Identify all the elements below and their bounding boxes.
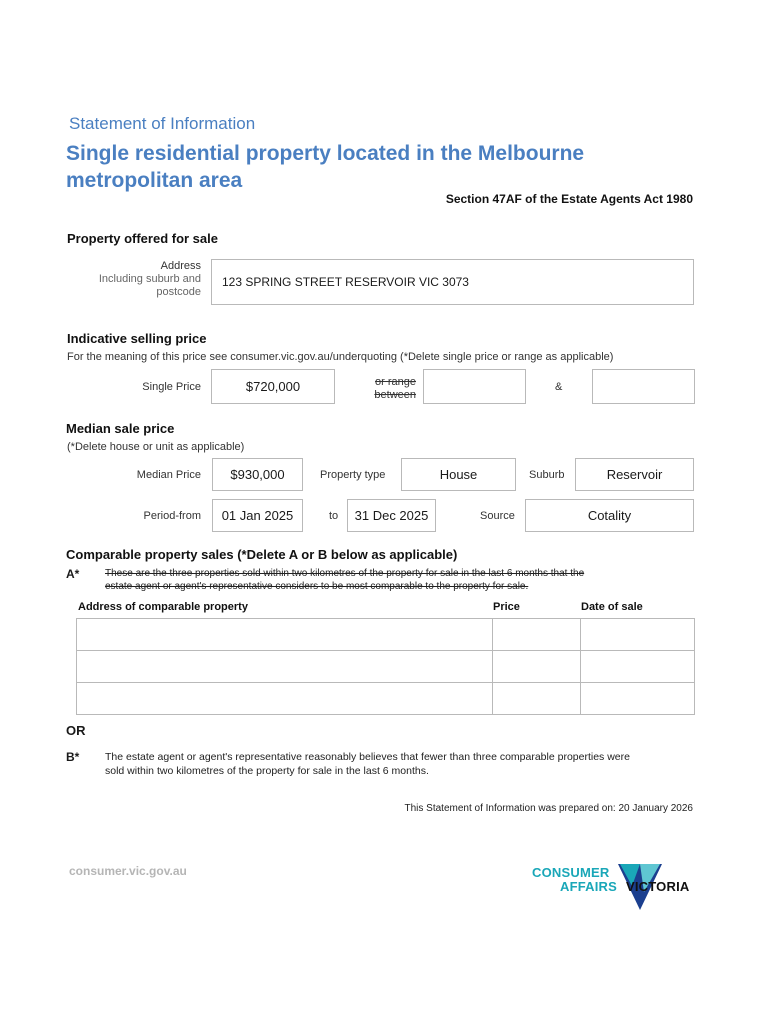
column-price: Price — [493, 601, 520, 613]
comparable-table — [76, 618, 694, 714]
range-label-line-2: between — [374, 389, 416, 401]
address-value: 123 SPRING STREET RESERVOIR VIC 3073 — [222, 275, 469, 289]
period-to-value: 31 Dec 2025 — [354, 508, 429, 523]
range-high-value — [592, 369, 695, 404]
comparable-price-cell[interactable] — [493, 651, 581, 683]
consumer-affairs-victoria-logo — [530, 862, 698, 910]
table-row — [77, 683, 695, 715]
indicative-heading: Indicative selling price — [67, 331, 207, 346]
comparable-price-cell[interactable] — [493, 683, 581, 715]
column-date: Date of sale — [581, 601, 643, 613]
indicative-note: For the meaning of this price see consumer.vic.gov.au/underquoting (*Delete single price or range as applicable) — [67, 351, 614, 363]
single-price-value: $720,000 — [245, 379, 301, 394]
range-low-value — [423, 369, 526, 404]
comparable-address-cell[interactable] — [77, 651, 493, 683]
document-title — [66, 140, 584, 194]
address-label — [70, 260, 201, 299]
suburb-label: Suburb — [529, 469, 565, 481]
address-label-line-2: Including suburb and — [98, 273, 201, 285]
column-address: Address of comparable property — [78, 601, 248, 613]
comparable-date-cell[interactable] — [581, 619, 695, 651]
address-label-line-1: Address — [160, 260, 201, 272]
table-row — [77, 651, 695, 683]
property-type-label: Property type — [320, 469, 386, 481]
prepared-date: This Statement of Information was prepared on: 20 January 2026 — [404, 803, 693, 814]
or-separator: OR — [66, 723, 86, 738]
comparable-price-cell[interactable] — [493, 619, 581, 651]
comparable-heading: Comparable property sales (*Delete A or B below as applicable) — [66, 547, 458, 562]
address-label-line-3: postcode — [156, 286, 201, 298]
median-note: (*Delete house or unit as applicable) — [67, 441, 245, 453]
option-a-marker: A* — [66, 567, 80, 581]
suburb-value: Reservoir — [606, 467, 663, 482]
logo-affairs-text: AFFAIRS — [560, 879, 618, 894]
range-label — [350, 376, 416, 402]
option-a-text-line-1: These are the three properties sold within two kilometres of the property for sale in the last 6 months that the — [105, 568, 585, 579]
range-label-line-1: or range — [375, 376, 416, 388]
comparable-address-cell[interactable] — [77, 683, 493, 715]
source-value: Cotality — [587, 508, 632, 523]
median-price-label: Median Price — [136, 469, 201, 481]
act-reference: Section 47AF of the Estate Agents Act 1980 — [445, 192, 693, 206]
option-a-text — [105, 567, 695, 593]
footer-website[interactable]: consumer.vic.gov.au — [69, 864, 187, 878]
period-from-label: Period-from — [143, 510, 201, 522]
title-line-1: Single residential property located in the Melbourne — [66, 142, 585, 165]
title-line-2: metropolitan area — [66, 169, 243, 192]
option-a-text-line-2: estate agent or agent's representative considers to be most comparable to the property for sale. — [105, 581, 529, 592]
comparable-date-cell[interactable] — [581, 651, 695, 683]
option-b-text — [105, 750, 697, 778]
logo-consumer-text: CONSUMER — [532, 865, 610, 880]
comparable-address-cell[interactable] — [77, 619, 493, 651]
single-price-label: Single Price — [142, 381, 201, 393]
table-row — [77, 619, 695, 651]
document-kicker: Statement of Information — [69, 114, 256, 133]
range-separator: & — [555, 381, 563, 393]
median-price-value: $930,000 — [230, 467, 285, 482]
source-label: Source — [480, 510, 515, 522]
property-heading: Property offered for sale — [67, 231, 218, 246]
option-b-text-line-2: sold within two kilometres of the property for sale in the last 6 months. — [105, 765, 429, 777]
logo-victoria-text: VICTORIA — [626, 879, 690, 894]
period-from-value: 01 Jan 2025 — [221, 508, 294, 523]
property-type-value: House — [439, 467, 478, 482]
option-b-marker: B* — [66, 750, 80, 764]
median-heading: Median sale price — [66, 421, 175, 436]
period-to-label: to — [329, 510, 339, 522]
comparable-date-cell[interactable] — [581, 683, 695, 715]
option-b-text-line-1: The estate agent or agent's representative reasonably believes that fewer than three comparable properties were — [105, 751, 630, 763]
